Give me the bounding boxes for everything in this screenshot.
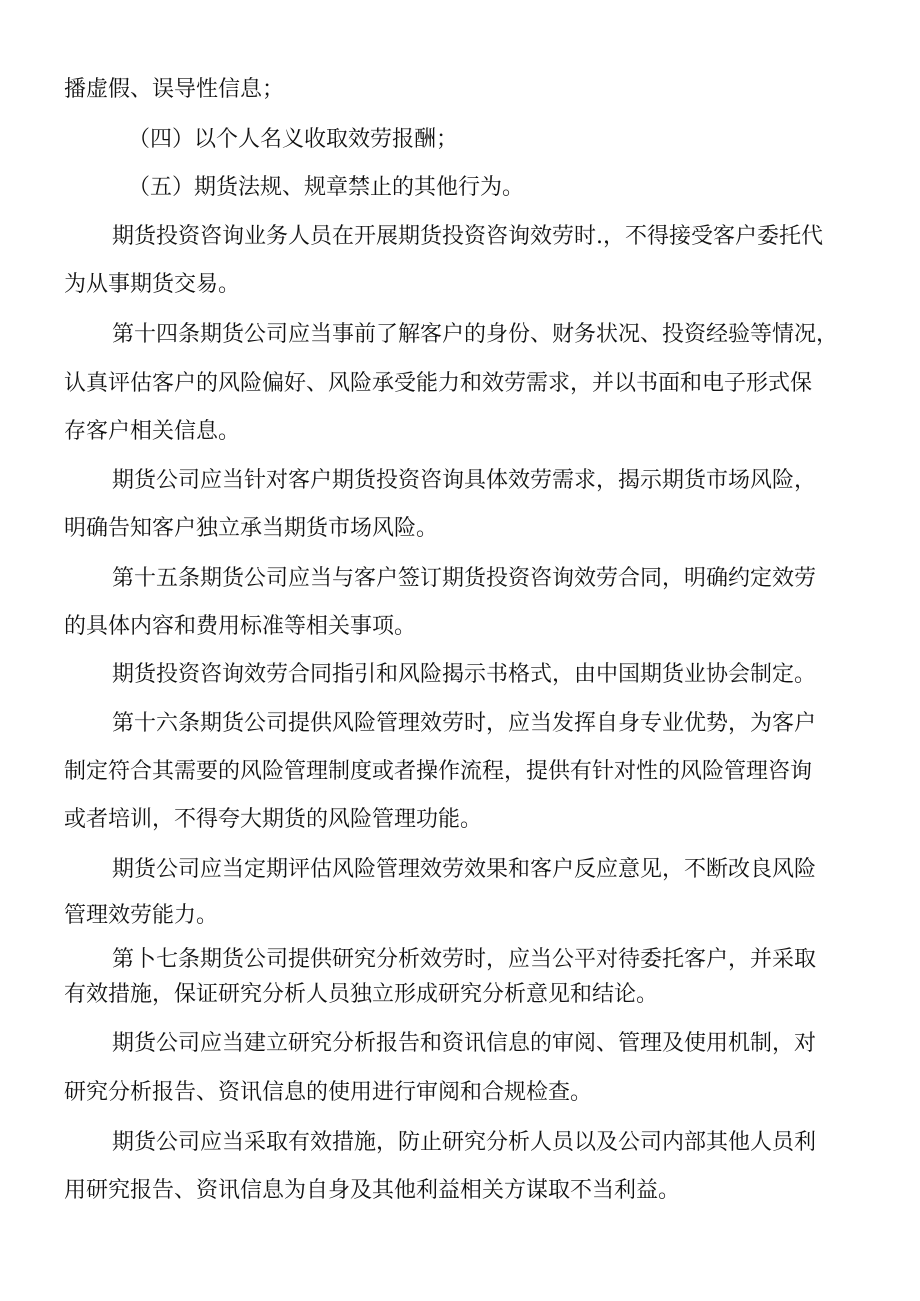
text-line: 用研究报告、资讯信息为自身及其他利益相关方谋取不当利益。 (64, 1178, 681, 1203)
text-line: 明确告知客户独立承当期货市场风险。 (64, 516, 439, 541)
text-line: （四）以个人名义收取效劳报酬； (128, 127, 459, 152)
text-line: 的具体内容和费用标准等相关事项。 (64, 614, 417, 639)
text-line: 第卜七条期货公司提供研究分析效劳时，应当公平对待委托客户，并采取 (112, 947, 817, 972)
text-line: 制定符合其需要的风险管理制度或者操作流程，提供有针对性的风险管理咨询 (64, 759, 813, 784)
text-line: （五）期货法规、规章禁止的其他行为。 (128, 175, 525, 200)
text-line: 研究分析报告、资讯信息的使用进行审阅和合规检查。 (64, 1080, 593, 1105)
text-line: 第十六条期货公司提供风险管理效劳时，应当发挥自身专业优势，为客户 (112, 711, 817, 736)
text-line: 管理效劳能力。 (64, 903, 219, 928)
text-line: 第十五条期货公司应当与客户签订期货投资咨询效劳合同，明确约定效劳 (112, 566, 817, 591)
text-line: 期货公司应当针对客户期货投资咨询具体效劳需求，揭示期货市场风险， (112, 468, 817, 493)
text-line: 播虚假、误导性信息； (64, 77, 285, 102)
text-line: 期货公司应当定期评估风险管理效劳效果和客户反应意见，不断改良风险 (112, 857, 817, 882)
text-line: 期货投资咨询业务人员在开展期货投资咨询效劳时.，不得接受客户委托代 (112, 224, 823, 249)
text-line: 期货公司应当建立研究分析报告和资讯信息的审阅、管理及使用机制，对 (112, 1031, 817, 1056)
text-line: 第十四条期货公司应当事前了解客户的身份、财务状况、投资经验等情况， (112, 322, 839, 347)
text-line: 或者培训，不得夸大期货的风险管理功能。 (64, 807, 483, 832)
text-line: 有效措施，保证研究分析人员独立形成研究分析意见和结论。 (64, 982, 659, 1007)
text-line: 期货投资咨询效劳合同指引和风险揭示书格式，由中国期货业协会制定。 (112, 662, 817, 687)
text-line: 认真评估客户的风险偏好、风险承受能力和效劳需求，并以书面和电子形式保 (64, 371, 813, 396)
text-line: 期货公司应当采取有效措施，防止研究分析人员以及公司内部其他人员利 (112, 1130, 817, 1155)
text-line: 存客户相关信息。 (64, 419, 241, 444)
text-line: 为从事期货交易。 (64, 272, 241, 297)
